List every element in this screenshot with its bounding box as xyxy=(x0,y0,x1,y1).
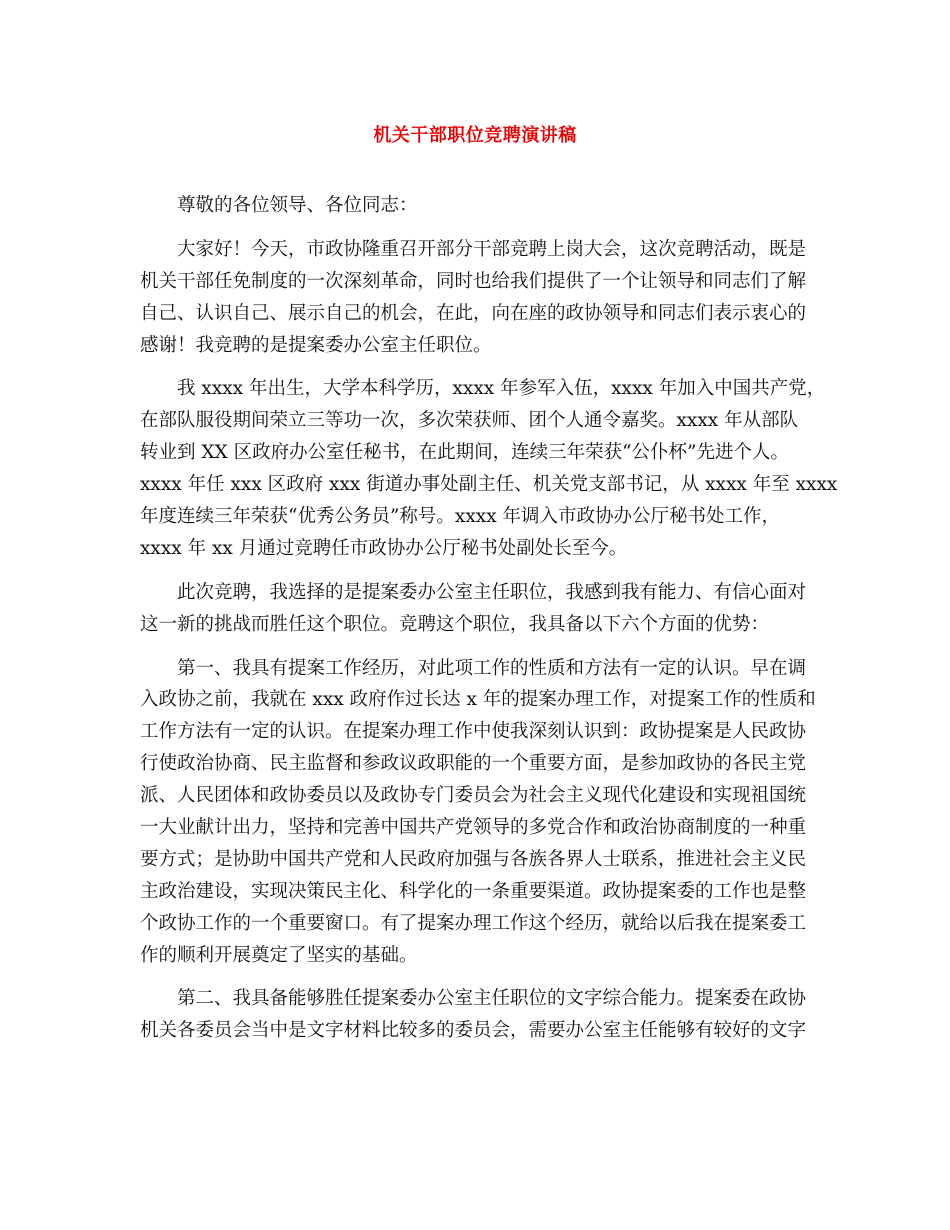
paragraph-gap xyxy=(140,361,816,373)
paragraph-line: 在部队服役期间荣立三等功一次，多次荣获师、团个人通令嘉奖。xxxx 年从部队 xyxy=(140,410,799,432)
paragraph-line: 我 xxxx 年出生，大学本科学历，xxxx 年参军入伍，xxxx 年加入中国共产党， xyxy=(177,378,826,400)
document-title: 机关干部职位竞聘演讲稿 xyxy=(373,125,577,146)
paragraph-gap xyxy=(140,971,816,983)
paragraph-gap xyxy=(140,641,816,653)
paragraph-line: 主政治建设，实现决策民主化、科学化的一条重要渠道。政协提案委的工作也是整 xyxy=(140,880,807,902)
paragraph-opening xyxy=(140,234,816,362)
paragraph-line: 此次竞聘，我选择的是提案委办公室主任职位，我感到我有能力、有信心面对 xyxy=(177,581,807,603)
paragraph-line: xxxx 年 xx 月通过竞聘任市政协办公厅秘书处副处长至今。 xyxy=(140,537,628,559)
paragraph-line: 自己、认识自己、展示自己的机会，在此，向在座的政协领导和同志们表示衷心的 xyxy=(140,302,807,324)
paragraph-line: 机关干部任免制度的一次深刻革命，同时也给我们提供了一个让领导和同志们了解 xyxy=(140,270,807,292)
paragraph-line: 机关各委员会当中是文字材料比较多的委员会，需要办公室主任能够有较好的文字 xyxy=(140,1020,807,1042)
paragraph-line: 第一、我具有提案工作经历，对此项工作的性质和方法有一定的认识。早在调 xyxy=(177,657,807,679)
paragraph-line: 这一新的挑战而胜任这个职位。竞聘这个职位，我具备以下六个方面的优势： xyxy=(140,613,770,635)
paragraph-gap xyxy=(140,565,816,577)
paragraph-line: 要方式；是协助中国共产党和人民政府加强与各族各界人士联系，推进社会主义民 xyxy=(140,848,807,870)
paragraph-line: xxxx 年任 xxx 区政府 xxx 街道办事处副主任、机关党支部书记，从 xxxx 年至 xxxx xyxy=(140,474,838,496)
paragraph-bio xyxy=(140,373,838,564)
greeting-line: 尊敬的各位领导、各位同志： xyxy=(177,195,418,216)
paragraph-line: 派、人民团体和政协委员以及政协专门委员会为社会主义现代化建设和实现祖国统 xyxy=(140,785,807,807)
paragraph-line: 大家好！今天，市政协隆重召开部分干部竞聘上岗大会，这次竞聘活动，既是 xyxy=(177,238,807,260)
paragraph-choice xyxy=(140,577,816,641)
paragraph-line: 第二、我具备能够胜任提案委办公室主任职位的文字综合能力。提案委在政协 xyxy=(177,988,807,1010)
paragraph-line: 行使政治协商、民主监督和参政议政职能的一个重要方面，是参加政协的各民主党 xyxy=(140,753,807,775)
paragraph-line: 年度连续三年荣获“优秀公务员”称号。xxxx 年调入市政协办公厅秘书处工作， xyxy=(140,506,781,528)
paragraph-line: 转业到 XX 区政府办公室任秘书，在此期间，连续三年荣获“公仆杯”先进个人。 xyxy=(140,442,790,464)
paragraph-line: 作的顺利开展奠定了坚实的基础。 xyxy=(140,944,418,966)
paragraph-line: 工作方法有一定的认识。在提案办理工作中使我深刻认识到：政协提案是人民政协 xyxy=(140,721,807,743)
paragraph-line: 一大业献计出力，坚持和完善中国共产党领导的多党合作和政治协商制度的一种重 xyxy=(140,817,807,839)
paragraph-second-advantage xyxy=(140,983,816,1047)
paragraph-line: 感谢！我竞聘的是提案委办公室主任职位。 xyxy=(140,334,492,356)
paragraph-line: 个政协工作的一个重要窗口。有了提案办理工作这个经历，就给以后我在提案委工 xyxy=(140,912,807,934)
paragraph-gap xyxy=(140,222,816,234)
document-body xyxy=(140,190,838,1047)
paragraph-line: 入政协之前，我就在 xxx 政府作过长达 x 年的提案办理工作，对提案工作的性质和 xyxy=(140,689,816,711)
paragraph-first-advantage xyxy=(140,653,816,972)
